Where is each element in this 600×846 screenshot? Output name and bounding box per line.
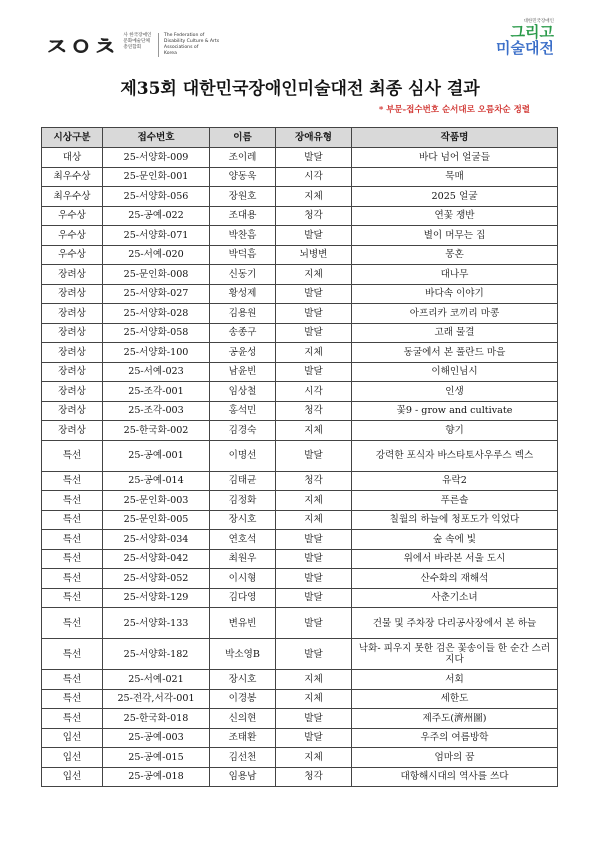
award-cell: 최우수상 — [42, 167, 103, 187]
org-en-line: Korea — [163, 51, 177, 56]
title-cell: 향기 — [352, 421, 558, 441]
number-cell: 25-공예-018 — [103, 767, 210, 787]
type-cell: 시각 — [276, 167, 352, 187]
name-cell: 이명선 — [210, 440, 276, 471]
number-cell: 25-서양화-133 — [103, 608, 210, 639]
page-title: 제35회 대한민국장애인미술대전 최종 심사 결과 — [120, 79, 480, 99]
name-cell: 남윤빈 — [210, 362, 276, 382]
table-row — [42, 401, 558, 421]
table-row — [42, 689, 558, 709]
title-cell: 푸른솔 — [352, 491, 558, 511]
name-cell: 장시호 — [210, 510, 276, 530]
table-row — [42, 748, 558, 768]
name-cell: 송종구 — [210, 323, 276, 343]
title-cell: 이해인님시 — [352, 362, 558, 382]
number-cell: 25-문인화-001 — [103, 167, 210, 187]
award-cell: 장려상 — [42, 265, 103, 285]
name-cell: 이시형 — [210, 569, 276, 589]
title-cell: 칠월의 하늘에 청포도가 익었다 — [352, 510, 558, 530]
title-cell: 우주의 여름방학 — [352, 728, 558, 748]
number-cell: 25-서양화-009 — [103, 148, 210, 168]
event-logo-small: 대한민국장애인 — [523, 19, 554, 24]
table-row — [42, 709, 558, 729]
title-cell: 강력한 포식자 바스타토사우루스 렉스 — [352, 440, 558, 471]
number-cell: 25-공예-015 — [103, 748, 210, 768]
type-cell: 발달 — [276, 440, 352, 471]
title-cell: 바다속 이야기 — [352, 284, 558, 304]
name-cell: 장시호 — [210, 670, 276, 690]
type-cell: 발달 — [276, 608, 352, 639]
title-cell: 건물 및 주차장 다리공사장에서 본 하늘 — [352, 608, 558, 639]
name-cell: 공윤성 — [210, 343, 276, 363]
event-logo-line1: 그리고 — [510, 23, 554, 41]
number-cell: 25-공예-022 — [103, 206, 210, 226]
title-cell: 꽃9 - grow and cultivate — [352, 401, 558, 421]
col-header-name: 이름 — [210, 128, 276, 148]
title-cell: 인생 — [352, 382, 558, 402]
col-header-number: 접수번호 — [103, 128, 210, 148]
award-cell: 장려상 — [42, 401, 103, 421]
title-cell: 아프리카 코끼리 마콩 — [352, 304, 558, 324]
type-cell: 지체 — [276, 689, 352, 709]
award-cell: 우수상 — [42, 206, 103, 226]
org-ko-line: 문화예술단체 — [123, 39, 150, 44]
table-row — [42, 491, 558, 511]
award-cell: 특선 — [42, 639, 103, 670]
award-cell: 입선 — [42, 728, 103, 748]
name-cell: 변유빈 — [210, 608, 276, 639]
type-cell: 발달 — [276, 728, 352, 748]
number-cell: 25-문인화-005 — [103, 510, 210, 530]
col-header-title: 작품명 — [352, 128, 558, 148]
org-en-line: Disability Culture & Arts — [163, 39, 220, 44]
type-cell: 발달 — [276, 304, 352, 324]
number-cell: 25-서양화-056 — [103, 187, 210, 207]
title-cell: 몽혼 — [352, 245, 558, 265]
type-cell: 지체 — [276, 748, 352, 768]
award-cell: 장려상 — [42, 362, 103, 382]
type-cell: 시각 — [276, 382, 352, 402]
number-cell: 25-서예-020 — [103, 245, 210, 265]
number-cell: 25-조각-003 — [103, 401, 210, 421]
name-cell: 김선천 — [210, 748, 276, 768]
award-cell: 장려상 — [42, 304, 103, 324]
title-cell: 세한도 — [352, 689, 558, 709]
award-cell: 입선 — [42, 767, 103, 787]
title-cell: 엄마의 꿈 — [352, 748, 558, 768]
type-cell: 발달 — [276, 569, 352, 589]
type-cell: 지체 — [276, 670, 352, 690]
col-header-type: 장애유형 — [276, 128, 352, 148]
number-cell: 25-한국화-018 — [103, 709, 210, 729]
org-en-line: The Federation of — [163, 33, 205, 38]
title-cell: 서회 — [352, 670, 558, 690]
name-cell: 양동욱 — [210, 167, 276, 187]
award-cell: 특선 — [42, 549, 103, 569]
name-cell: 김다영 — [210, 588, 276, 608]
name-cell: 김경숙 — [210, 421, 276, 441]
title-cell: 제주도(濟州圖) — [352, 709, 558, 729]
number-cell: 25-전각,서각-001 — [103, 689, 210, 709]
name-cell: 김태균 — [210, 471, 276, 491]
type-cell: 청각 — [276, 767, 352, 787]
sort-note: * 부문-접수번호 순서대로 오름차순 정렬 — [378, 105, 530, 115]
title-cell: 고래 물결 — [352, 323, 558, 343]
award-cell: 특선 — [42, 608, 103, 639]
name-cell: 장원호 — [210, 187, 276, 207]
table-row — [42, 608, 558, 639]
award-cell: 특선 — [42, 709, 103, 729]
name-cell: 박덕흠 — [210, 245, 276, 265]
table-row — [42, 421, 558, 441]
table-row — [42, 284, 558, 304]
type-cell: 발달 — [276, 549, 352, 569]
type-cell: 청각 — [276, 206, 352, 226]
title-cell: 묵매 — [352, 167, 558, 187]
table-row — [42, 304, 558, 324]
table-row — [42, 265, 558, 285]
title-cell: 숲 속에 빛 — [352, 530, 558, 550]
award-cell: 장려상 — [42, 323, 103, 343]
number-cell: 25-서양화-034 — [103, 530, 210, 550]
name-cell: 임용남 — [210, 767, 276, 787]
table-row — [42, 343, 558, 363]
name-cell: 박찬흠 — [210, 226, 276, 246]
type-cell: 지체 — [276, 343, 352, 363]
number-cell: 25-서양화-129 — [103, 588, 210, 608]
title-cell: 대나무 — [352, 265, 558, 285]
award-cell: 특선 — [42, 440, 103, 471]
table-row — [42, 728, 558, 748]
type-cell: 청각 — [276, 471, 352, 491]
award-cell: 특선 — [42, 471, 103, 491]
type-cell: 발달 — [276, 284, 352, 304]
award-cell: 특선 — [42, 588, 103, 608]
table-row — [42, 148, 558, 168]
table-row — [42, 323, 558, 343]
org-en-line: Associations of — [163, 45, 199, 50]
type-cell: 지체 — [276, 421, 352, 441]
award-cell: 대상 — [42, 148, 103, 168]
table-row — [42, 362, 558, 382]
number-cell: 25-공예-001 — [103, 440, 210, 471]
type-cell: 발달 — [276, 709, 352, 729]
number-cell: 25-조각-001 — [103, 382, 210, 402]
table-row — [42, 767, 558, 787]
art-exhibition-logo — [476, 18, 554, 56]
type-cell: 지체 — [276, 491, 352, 511]
title-cell: 동굴에서 본 풀란드 마을 — [352, 343, 558, 363]
award-cell: 특선 — [42, 569, 103, 589]
title-cell: 유락2 — [352, 471, 558, 491]
table-row — [42, 440, 558, 471]
type-cell: 발달 — [276, 530, 352, 550]
number-cell: 25-서양화-100 — [103, 343, 210, 363]
table-row — [42, 382, 558, 402]
col-header-award: 시상구분 — [42, 128, 103, 148]
name-cell: 박소영B — [210, 639, 276, 670]
award-cell: 특선 — [42, 670, 103, 690]
title-cell: 2025 얼굴 — [352, 187, 558, 207]
event-logo-line2: 미술대전 — [496, 39, 554, 57]
type-cell: 지체 — [276, 510, 352, 530]
number-cell: 25-서양화-052 — [103, 569, 210, 589]
type-cell: 발달 — [276, 226, 352, 246]
type-cell: 발달 — [276, 362, 352, 382]
title-cell: 사춘기소녀 — [352, 588, 558, 608]
award-cell: 특선 — [42, 491, 103, 511]
results-table — [41, 127, 558, 787]
title-cell: 위에서 바라본 서울 도시 — [352, 549, 558, 569]
table-row — [42, 510, 558, 530]
title-cell: 연꽃 쟁반 — [352, 206, 558, 226]
table-row — [42, 549, 558, 569]
number-cell: 25-서예-023 — [103, 362, 210, 382]
name-cell: 조이레 — [210, 148, 276, 168]
federation-logo-text — [123, 33, 224, 57]
number-cell: 25-한국화-002 — [103, 421, 210, 441]
name-cell: 임상철 — [210, 382, 276, 402]
type-cell: 발달 — [276, 588, 352, 608]
title-cell: 별이 머무는 집 — [352, 226, 558, 246]
table-row — [42, 206, 558, 226]
number-cell: 25-문인화-008 — [103, 265, 210, 285]
type-cell: 발달 — [276, 148, 352, 168]
federation-logo-mark: ㅈㅇㅊ — [44, 32, 117, 63]
table-row — [42, 167, 558, 187]
award-cell: 특선 — [42, 510, 103, 530]
name-cell: 김정화 — [210, 491, 276, 511]
type-cell: 발달 — [276, 639, 352, 670]
award-cell: 장려상 — [42, 284, 103, 304]
table-header-row — [42, 128, 558, 148]
table-row — [42, 530, 558, 550]
award-cell: 장려상 — [42, 382, 103, 402]
table-row — [42, 588, 558, 608]
table-row — [42, 639, 558, 670]
name-cell: 신동기 — [210, 265, 276, 285]
table-row — [42, 670, 558, 690]
number-cell: 25-서양화-182 — [103, 639, 210, 670]
name-cell: 연호석 — [210, 530, 276, 550]
name-cell: 조태환 — [210, 728, 276, 748]
table-row — [42, 226, 558, 246]
number-cell: 25-문인화-003 — [103, 491, 210, 511]
award-cell: 최우수상 — [42, 187, 103, 207]
award-cell: 장려상 — [42, 421, 103, 441]
title-cell: 산수화의 재해석 — [352, 569, 558, 589]
number-cell: 25-서양화-058 — [103, 323, 210, 343]
name-cell: 이경봉 — [210, 689, 276, 709]
name-cell: 조대용 — [210, 206, 276, 226]
table-row — [42, 471, 558, 491]
title-cell: 낙화- 피우지 못한 검은 꽃송이들 한 순간 스러지다 — [352, 639, 558, 670]
name-cell: 황성제 — [210, 284, 276, 304]
title-cell: 대항해시대의 역사를 쓰다 — [352, 767, 558, 787]
name-cell: 최원우 — [210, 549, 276, 569]
award-cell: 우수상 — [42, 245, 103, 265]
federation-logo — [44, 26, 224, 64]
number-cell: 25-서예-021 — [103, 670, 210, 690]
number-cell: 25-서양화-028 — [103, 304, 210, 324]
award-cell: 특선 — [42, 530, 103, 550]
number-cell: 25-서양화-071 — [103, 226, 210, 246]
name-cell: 신의현 — [210, 709, 276, 729]
table-row — [42, 569, 558, 589]
type-cell: 발달 — [276, 323, 352, 343]
type-cell: 청각 — [276, 401, 352, 421]
number-cell: 25-공예-003 — [103, 728, 210, 748]
award-cell: 특선 — [42, 689, 103, 709]
org-ko-line: 총연합회 — [123, 45, 142, 50]
type-cell: 지체 — [276, 187, 352, 207]
type-cell: 지체 — [276, 265, 352, 285]
name-cell: 홍석민 — [210, 401, 276, 421]
award-cell: 우수상 — [42, 226, 103, 246]
table-row — [42, 245, 558, 265]
number-cell: 25-서양화-042 — [103, 549, 210, 569]
type-cell: 뇌병변 — [276, 245, 352, 265]
title-cell: 바다 넘어 얼굴들 — [352, 148, 558, 168]
award-cell: 입선 — [42, 748, 103, 768]
number-cell: 25-서양화-027 — [103, 284, 210, 304]
org-ko-line: 사 한국장애인 — [123, 33, 152, 38]
number-cell: 25-공예-014 — [103, 471, 210, 491]
name-cell: 김용원 — [210, 304, 276, 324]
award-cell: 장려상 — [42, 343, 103, 363]
table-row — [42, 187, 558, 207]
